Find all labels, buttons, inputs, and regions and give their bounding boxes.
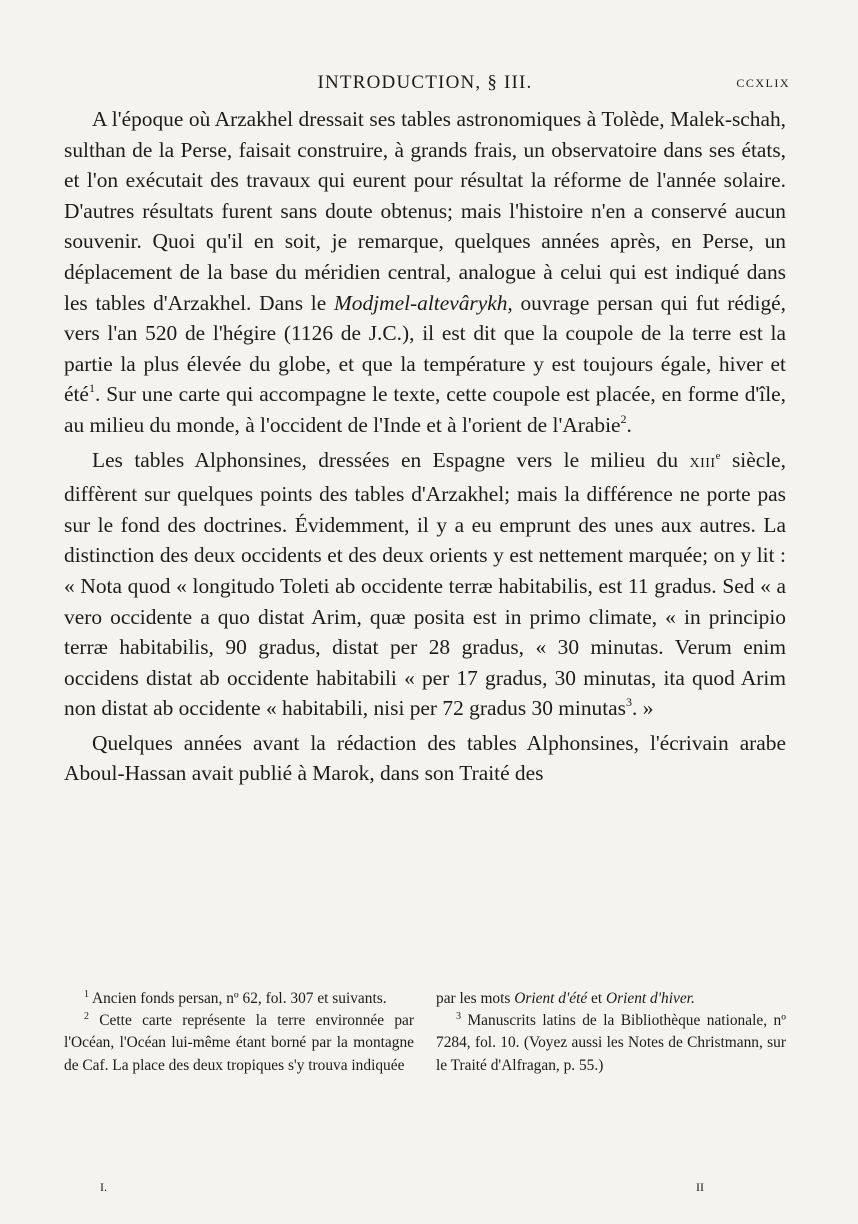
footnote-2-cont-b: et xyxy=(587,990,607,1007)
footnote-ref-3: 3 xyxy=(626,695,632,710)
footnote-1-text: Ancien fonds persan, nº 62, fol. 307 et suivants. xyxy=(89,990,387,1007)
page-number: CCXLIX xyxy=(736,76,790,90)
paragraph-1-text-c: . Sur une carte qui accompagne le texte, cette coupole est placée, en forme d'île, au milieu du monde, à l'occident de l'Inde et à l'orient de l'Arabie xyxy=(64,382,786,437)
main-text xyxy=(64,104,786,789)
footnote-3-text: Manuscrits latins de la Bibliothèque nationale, nº 7284, fol. 10. (Voyez aussi les Notes de Christmann, sur le Traité d'Alfragan, p. 55.) xyxy=(436,1012,786,1074)
footnote-ref-2: 2 xyxy=(620,411,627,426)
orient-hiver-italic: Orient d'hiver. xyxy=(606,990,695,1007)
signature-marks xyxy=(100,1180,780,1200)
footnotes xyxy=(64,988,786,1077)
footnote-2-cont-a: par les mots xyxy=(436,990,515,1007)
footnote-1-mark: 1 xyxy=(84,989,89,1000)
paragraph-3: Quelques années avant la rédaction des tables Alphonsines, l'écrivain arabe Aboul-Hassan avait publié à Marok, dans son Traité des xyxy=(64,730,786,786)
paragraph-2-text-b: siècle, diffèrent sur quelques points des tables d'Arzakhel; mais la différence ne porte pas sur le fond des doctrines. Évidemment, il y a eu emprunt des unes aux autres. La distinction des deux occidents et des deux orients y est nettement marquée; on y lit : « Nota quod « longitudo Toleti ab occidente terræ habitabilis, est 11 gradus. Sed « a vero occidente a quo distat Arim, quæ posita est in primo climate, « in principio terræ habitabilis, 90 gradus, distat per 28 gradus, « 30 minutas. Verum enim occidens distat ab occidente habitabili « per 17 gradus, 30 minutas, ita quod Arim non distat ab occidente « habitabili, nisi per 72 gradus 30 minutas xyxy=(64,447,786,721)
paragraph-2 xyxy=(64,445,786,724)
orient-ete-italic: Orient d'été xyxy=(514,990,588,1007)
footnote-1 xyxy=(64,988,414,1010)
paragraph-2-text-c: . » xyxy=(632,696,654,721)
work-title-italic: Modjmel-altevârykh, xyxy=(333,290,513,315)
footnotes-left-column xyxy=(64,988,414,1077)
paragraph-1-text-b: ouvrage persan qui fut rédigé, vers l'an 520 de l'hégire (1126 de J.C.), il est dit que la coupole de la terre est la partie la plus élevée du globe, et que la température y est toujours égale, hiver et été xyxy=(64,290,786,407)
footnote-2 xyxy=(64,1010,414,1077)
paragraph-1-text-d: . xyxy=(626,412,632,437)
running-head-title: INTRODUCTION, § III. xyxy=(317,72,533,93)
century-ordinal: e xyxy=(715,449,721,462)
signature-mark-left: I. xyxy=(100,1180,107,1194)
running-head xyxy=(60,72,790,96)
paragraph-2-text-a: Les tables Alphonsines, dressées en Espagne vers le milieu du xyxy=(92,447,690,472)
footnotes-right-column xyxy=(436,988,786,1077)
footnote-2-text: Cette carte représente la terre environnée par l'Océan, l'Océan lui-même étant borné par la montagne de Caf. La place des deux tropiques s'y trouva indiquée xyxy=(64,1012,414,1074)
paragraph-1 xyxy=(64,104,786,441)
footnote-3 xyxy=(436,1010,786,1077)
century-numeral: XIII xyxy=(689,455,716,471)
footnote-2-continued xyxy=(436,988,786,1010)
footnote-2-mark: 2 xyxy=(84,1011,89,1023)
signature-mark-right: II xyxy=(696,1180,704,1194)
footnote-3-mark: 3 xyxy=(456,1011,461,1023)
footnote-ref-1: 1 xyxy=(88,381,95,396)
paragraph-1-text-a: A l'époque où Arzakhel dressait ses tables astronomiques à Tolède, Malek-schah, sulthan de la Perse, faisait construire, à grands frais, un observatoire dans ses états, et l'on exécutait des travaux qui eurent pour résultat la réforme de l'année solaire. D'autres résultats furent sans doute obtenus; mais l'histoire n'en a conservé aucun souvenir. Quoi qu'il en soit, je remarque, quelques années après, en Perse, un déplacement de la base du méridien central, analogue à celui qui est indiqué dans les tables d'Arzakhel. Dans le xyxy=(64,107,786,315)
